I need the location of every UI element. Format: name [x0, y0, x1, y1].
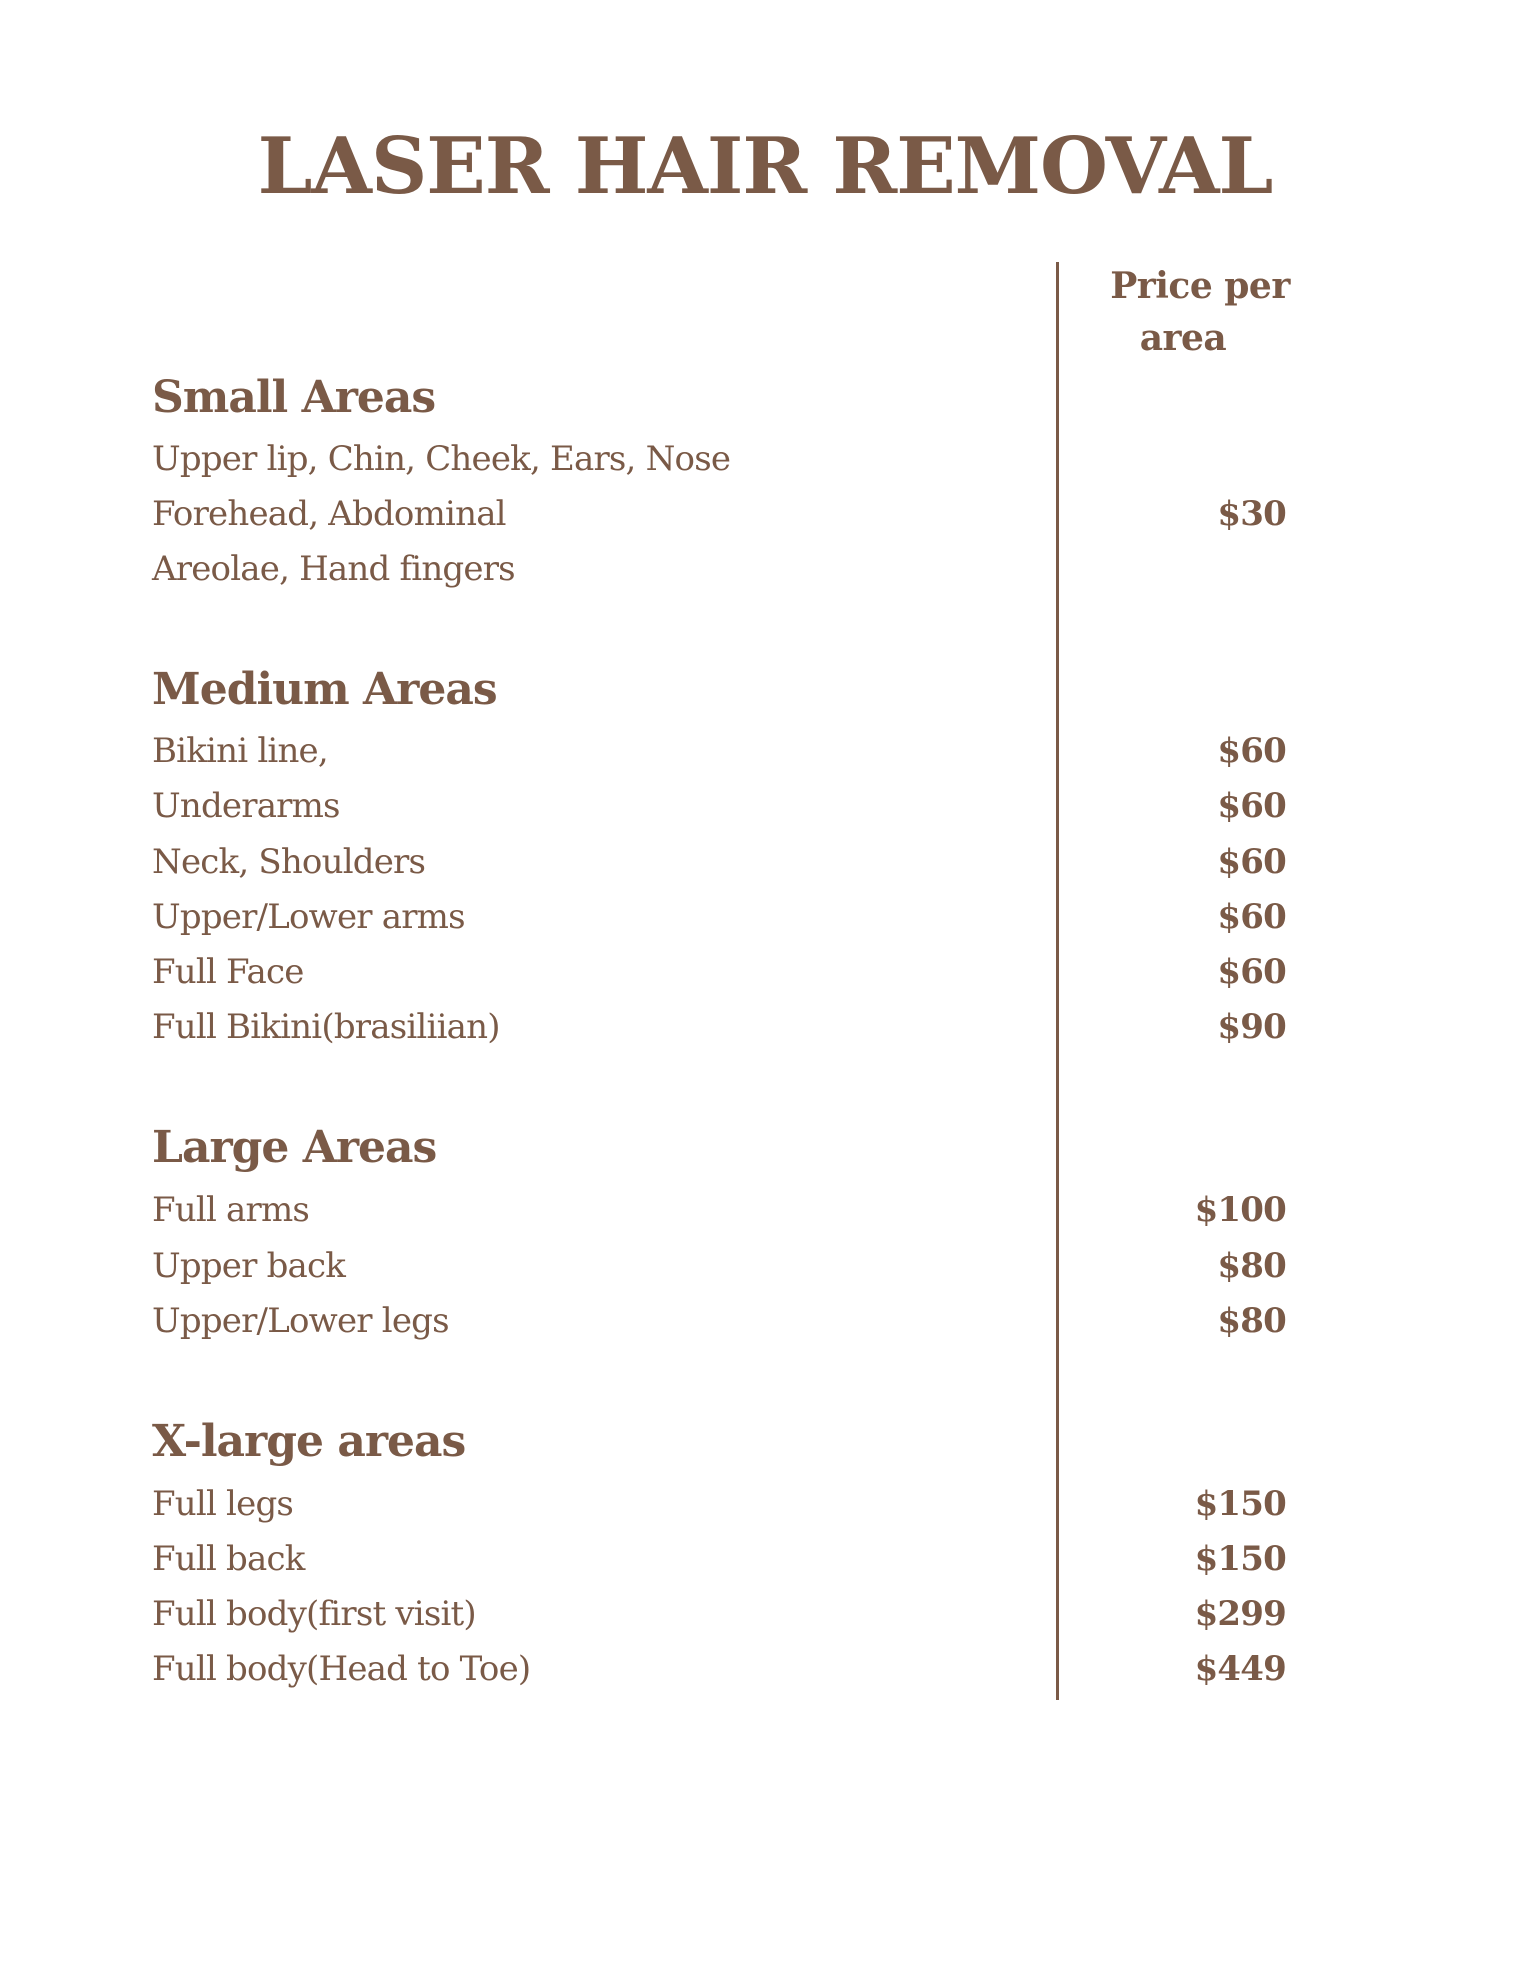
list-item: Upper back: [152, 1246, 346, 1286]
column-divider: [1056, 262, 1059, 1700]
price: $80: [1217, 1246, 1286, 1286]
section-heading-medium-areas: Medium Areas: [152, 664, 497, 715]
price-column-header: [1100, 260, 1300, 364]
list-item: Full arms: [152, 1190, 310, 1230]
list-item: Full legs: [152, 1484, 294, 1524]
list-item: Forehead, Abdominal: [152, 494, 506, 534]
price: $449: [1194, 1649, 1286, 1689]
list-item: Full Bikini(brasiliian): [152, 1007, 500, 1047]
list-item: Upper/Lower arms: [152, 897, 465, 937]
price: $100: [1194, 1190, 1286, 1230]
price-header-line2: area: [1139, 317, 1227, 359]
section-heading-x-large-areas: X-large areas: [152, 1416, 466, 1467]
list-item: Areolae, Hand fingers: [152, 549, 515, 589]
price: $60: [1217, 897, 1286, 937]
section-heading-small-areas: Small Areas: [152, 372, 436, 423]
price: $60: [1217, 842, 1286, 882]
price: $150: [1194, 1539, 1286, 1579]
price: $60: [1217, 952, 1286, 992]
list-item: Full Face: [152, 952, 304, 992]
price: $60: [1217, 731, 1286, 771]
price: $90: [1217, 1007, 1286, 1047]
section-heading-large-areas: Large Areas: [152, 1122, 437, 1173]
price: $150: [1194, 1484, 1286, 1524]
price: $60: [1217, 786, 1286, 826]
price: $299: [1194, 1594, 1286, 1634]
list-item: Underarms: [152, 786, 340, 826]
list-item: Full body(first visit): [152, 1594, 476, 1634]
price-header-line1: Price per: [1110, 265, 1290, 307]
price-small-areas: $30: [1217, 494, 1286, 534]
page-title: LASER HAIR REMOVAL: [257, 121, 1273, 212]
list-item: Bikini line,: [152, 731, 328, 771]
list-item: Upper/Lower legs: [152, 1301, 449, 1341]
list-item: Full body(Head to Toe): [152, 1649, 531, 1689]
list-item: Neck, Shoulders: [152, 842, 426, 882]
list-item: Full back: [152, 1539, 305, 1579]
price: $80: [1217, 1301, 1286, 1341]
list-item: Upper lip, Chin, Cheek, Ears, Nose: [152, 439, 731, 479]
